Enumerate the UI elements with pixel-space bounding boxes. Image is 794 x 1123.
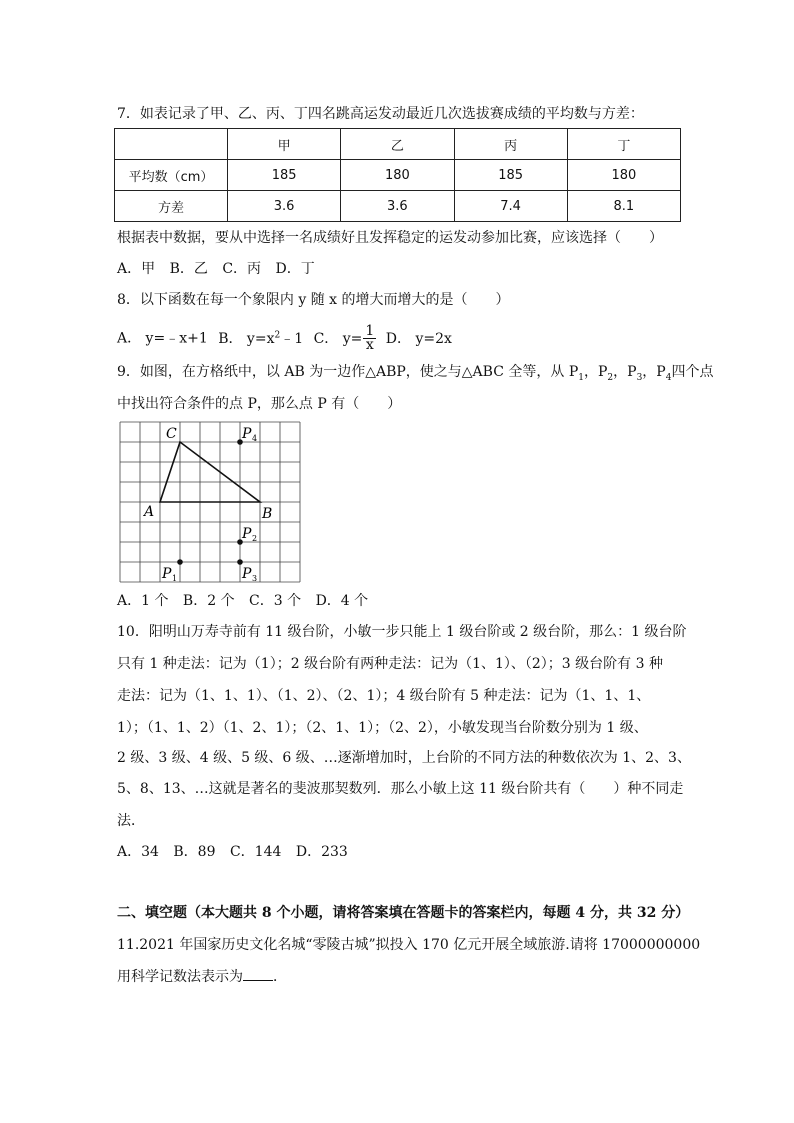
- table-header-cell: 丙: [454, 129, 567, 160]
- option-d: D．丁: [275, 261, 315, 277]
- option-c: C．144: [229, 844, 282, 860]
- table-cell: 3.6: [228, 191, 341, 222]
- triangle-abc: [160, 442, 260, 502]
- stats-table: [114, 128, 681, 222]
- label-a: A: [144, 504, 155, 520]
- table-cell: 8.1: [567, 191, 680, 222]
- label-c: C: [166, 426, 177, 442]
- option-b: B．89: [173, 844, 216, 860]
- point-p1: [177, 559, 183, 565]
- row-label: 平均数（cm）: [115, 160, 228, 191]
- section-heading: 二、填空题（本大题共 8 个小题，请将答案填在答题卡的答案栏内，每题 4 分，共 32 分）: [117, 905, 690, 921]
- q10-line: 走法：记为（1、1、1）、（1、2）、（2、1）；4 级台阶有 5 种走法：记为（1、1、1、: [117, 688, 651, 704]
- table-header-cell: [115, 129, 228, 160]
- q9-stem-text: 9．如图，在方格纸中，以 AB 为一边作△ABP，使之与△ABC 全等，从 P: [117, 364, 579, 380]
- table-cell: 7.4: [454, 191, 567, 222]
- option-b: B．2 个: [182, 593, 235, 609]
- q9-stem-line1: 9．如图，在方格纸中，以 AB 为一边作△ABP，使之与△ABC 全等，从 $P_1$，$P_2$，$P_3$，$P_4$四个点: [117, 364, 714, 383]
- table-cell: 3.6: [341, 191, 454, 222]
- table-cell: 180: [341, 160, 454, 191]
- option-b: B．乙: [169, 261, 208, 277]
- q9-stem-tail: 四个点: [671, 364, 714, 380]
- option-c: C．丙: [222, 261, 262, 277]
- table-cell: 185: [454, 160, 567, 191]
- option-a: A．34: [117, 844, 159, 860]
- table-header-cell: 乙: [341, 129, 454, 160]
- option-d: D．233: [295, 844, 348, 860]
- label-p4: P: [242, 426, 252, 442]
- table-row: [115, 160, 681, 191]
- q7-stem: 7．如表记录了甲、乙、丙、丁四名跳高运发动最近几次选拔赛成绩的平均数与方差：: [117, 106, 644, 122]
- option-c: [313, 323, 378, 354]
- label-p3: P: [242, 566, 252, 582]
- q11-line1: 11.2021 年国家历史文化名城“零陵古城”拟投入 170 亿元开展全域旅游.请将 17000000000: [117, 937, 701, 953]
- subscript: 4: [665, 372, 672, 383]
- q8-options: [117, 320, 452, 354]
- option-a: A．甲: [117, 261, 156, 277]
- answer-blank: [243, 966, 273, 981]
- table-header-row: [115, 129, 681, 160]
- q11-period: ．: [273, 969, 287, 985]
- option-d: D．4 个: [315, 593, 369, 609]
- label-b: B: [262, 506, 273, 522]
- option-b-exponent: 2: [274, 330, 281, 340]
- label-p1: P: [162, 566, 172, 582]
- table-cell: 180: [567, 160, 680, 191]
- point-p3: [237, 559, 243, 565]
- table-cell: 185: [228, 160, 341, 191]
- q8-stem: 8．以下函数在每一个象限内 y 随 x 的增大而增大的是（ ）: [117, 292, 510, 308]
- q11-line2: [117, 966, 287, 987]
- q7-options: [117, 259, 325, 279]
- row-label: 方差: [115, 191, 228, 222]
- q10-line: 法．: [117, 813, 145, 829]
- label-p2-sub: 2: [252, 534, 258, 543]
- q9-options: [117, 591, 378, 611]
- grid-figure: [118, 420, 302, 584]
- table-row: [115, 191, 681, 222]
- q7-question: 根据表中数据，要从中选择一名成绩好且发挥稳定的运发动参加比赛，应该选择（ ）: [117, 230, 663, 246]
- q10-line: 2 级、3 级、4 级、5 级、6 级、…逐渐增加时，上台阶的不同方法的种数依次为 1、2、3、: [117, 750, 691, 766]
- fraction-numerator: 1: [365, 323, 375, 340]
- option-c: C．3 个: [249, 593, 302, 609]
- option-b-base: B． y=x: [218, 330, 275, 347]
- q10-line: 5、8、13、…这就是著名的斐波那契数列．那么小敏上这 11 级台阶共有（ ）种不同走: [117, 781, 684, 797]
- table-header-cell: 甲: [228, 129, 341, 160]
- label-p3-sub: 3: [252, 574, 258, 583]
- option-d: D． y=2x: [385, 330, 452, 347]
- subscript: 1: [578, 372, 584, 383]
- label-p4-sub: 4: [252, 434, 258, 443]
- q10-line: 10．阳明山万寿寺前有 11 级台阶，小敏一步只能上 1 级台阶或 2 级台阶，那么：1 级台阶: [117, 624, 687, 640]
- subscript: 3: [636, 372, 643, 383]
- q11-text: 用科学记数法表示为: [117, 969, 243, 985]
- fraction: [363, 325, 376, 352]
- option-b: [218, 331, 303, 347]
- label-p2: P: [242, 526, 252, 542]
- option-a: A． y=﹣x+1: [117, 330, 208, 347]
- subscript: 2: [607, 372, 614, 383]
- q10-line: 只有 1 种走法：记为（1）；2 级台阶有两种走法：记为（1、1）、（2）；3 级台阶有 3 种: [117, 656, 663, 672]
- option-c-base: C． y=: [313, 330, 363, 347]
- label-p1-sub: 1: [172, 574, 178, 583]
- option-a: A．1 个: [117, 593, 169, 609]
- q10-line: 1）；（1、1、2）（1、2、1）；（2、1、1）；（2、2），小敏发现当台阶数分别为 1 级、: [117, 720, 648, 736]
- q10-options: [117, 842, 358, 862]
- q9-stem-line2: 中找出符合条件的点 P，那么点 P 有（ ）: [117, 396, 402, 412]
- table-header-cell: 丁: [567, 129, 680, 160]
- fraction-denominator: x: [365, 337, 374, 354]
- option-b-tail: ﹣1: [280, 330, 304, 347]
